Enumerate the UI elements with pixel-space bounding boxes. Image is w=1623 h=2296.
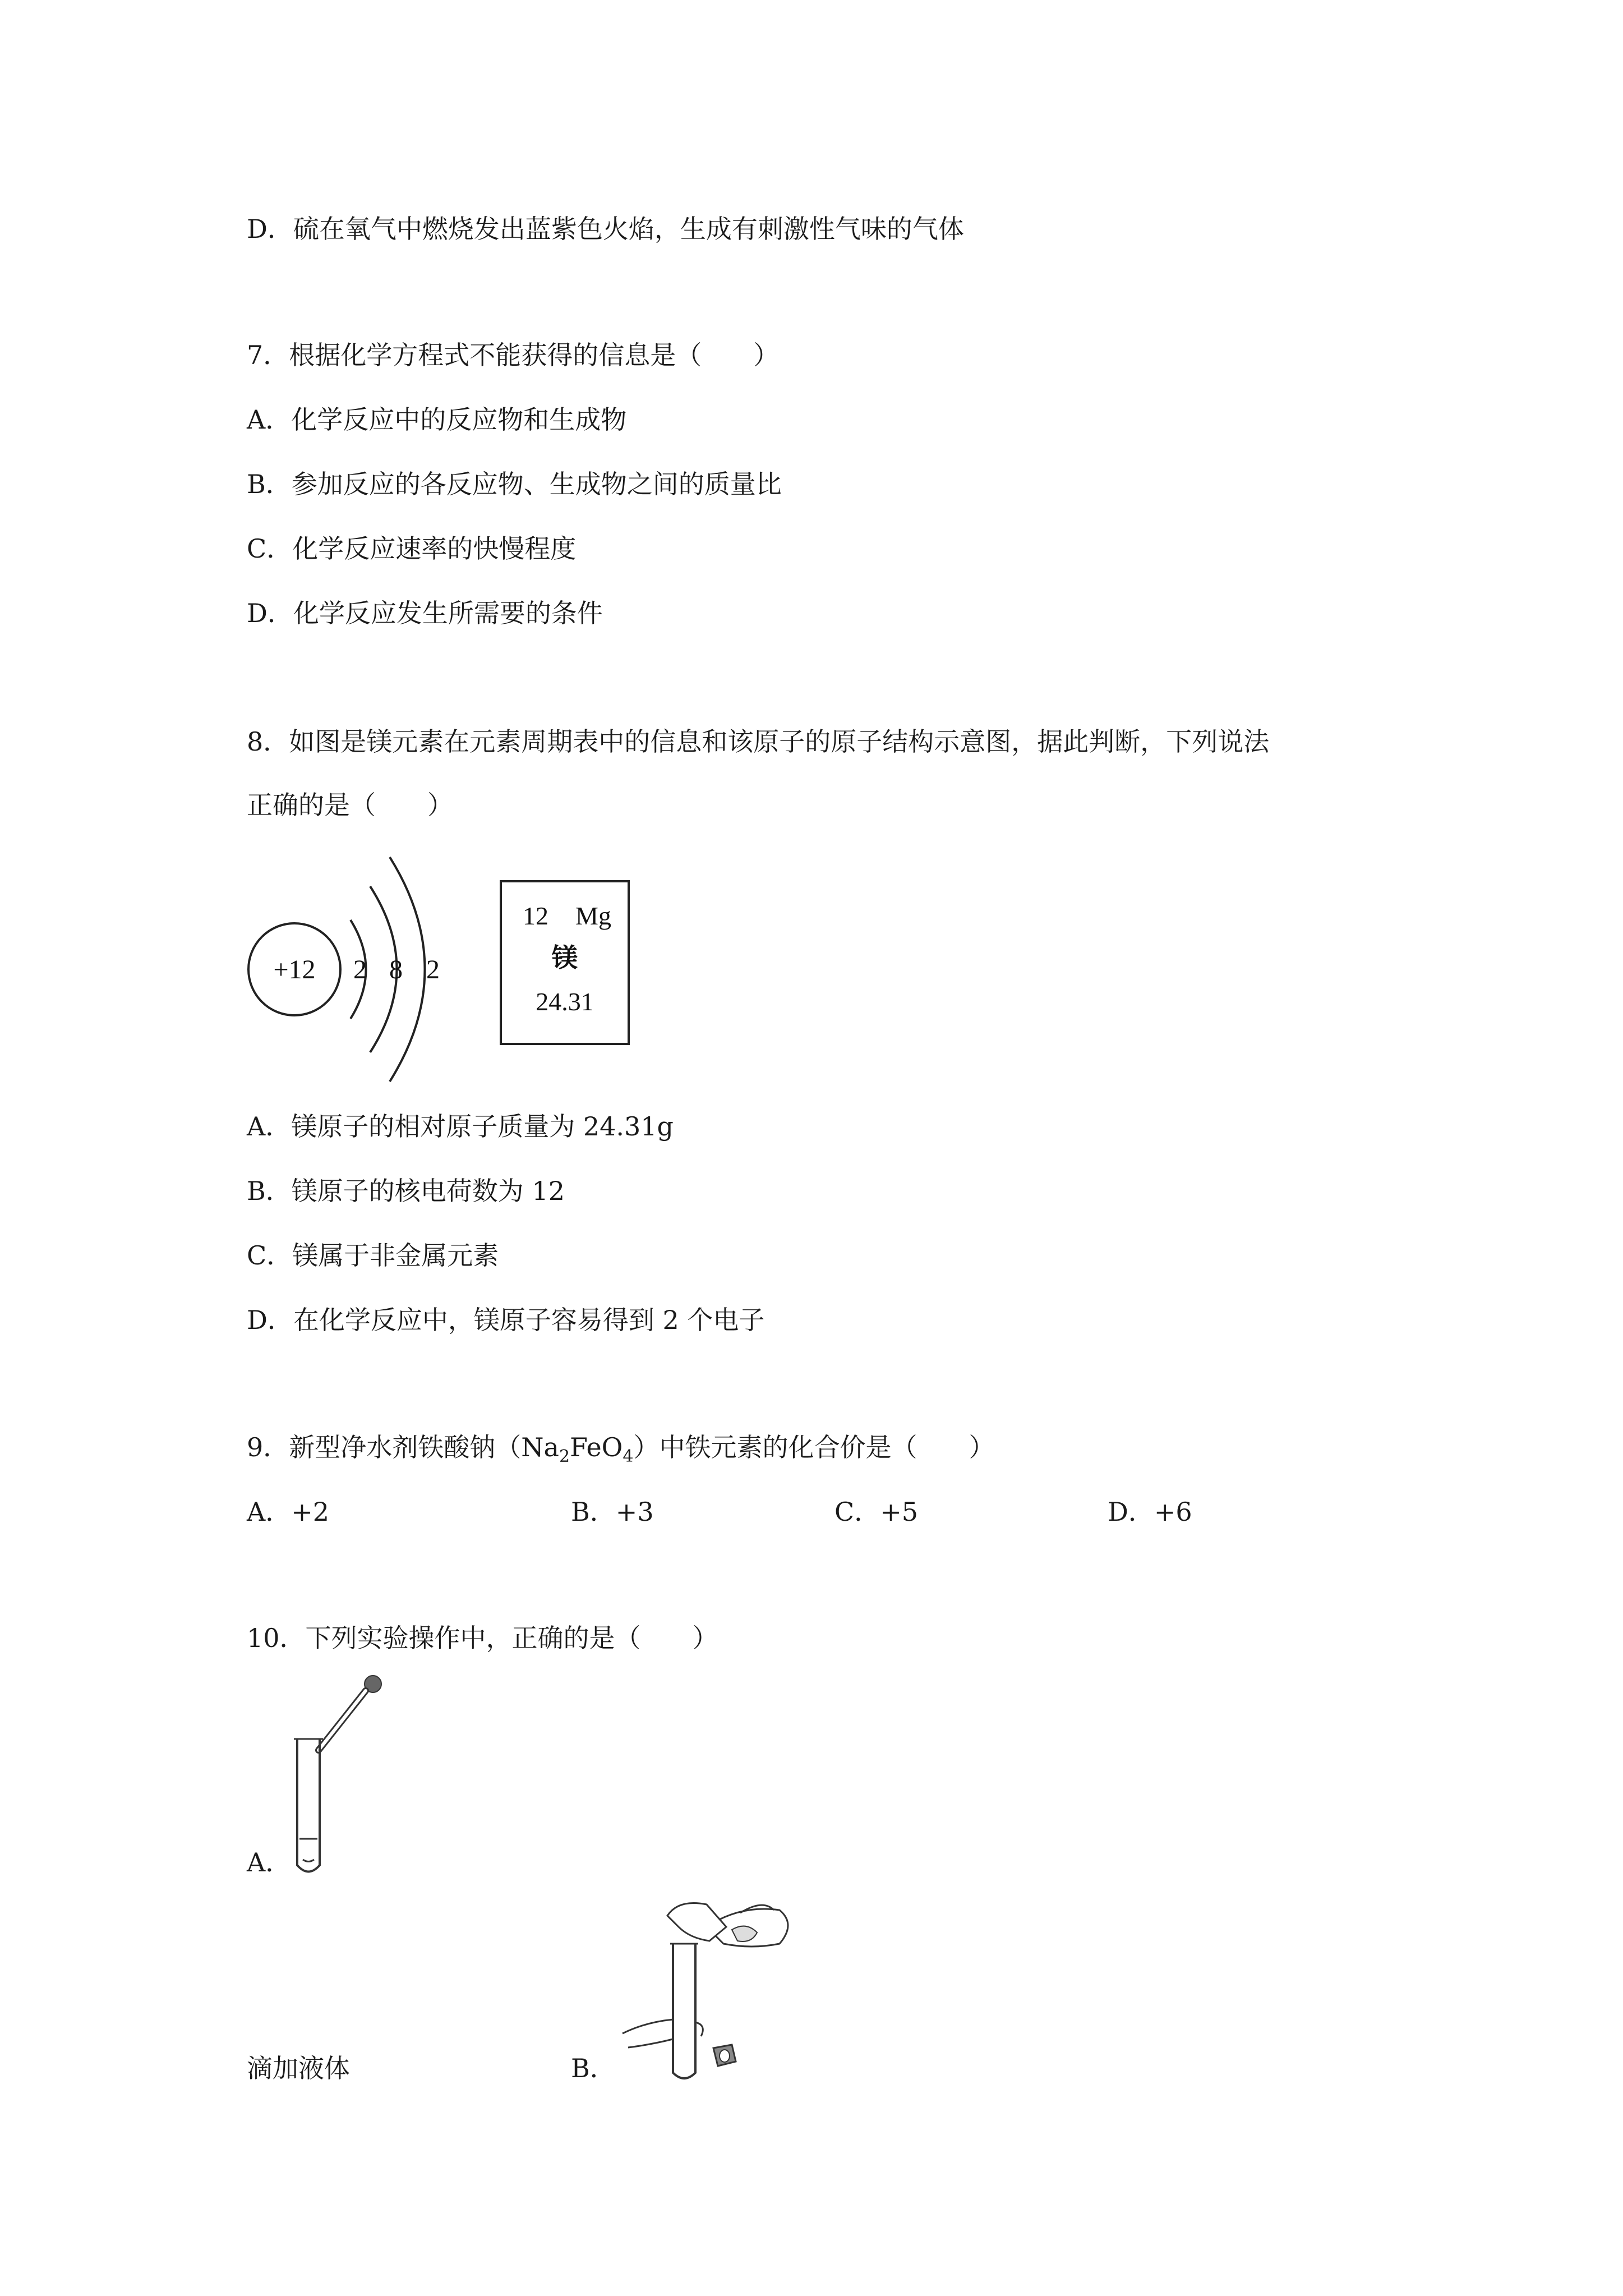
q9-option-c: C．+5	[834, 1497, 919, 1527]
q10-stem: 10．下列实验操作中，正确的是（ ）	[247, 1623, 718, 1653]
q7-option-a: A．化学反应中的反应物和生成物	[247, 404, 627, 435]
q9-stem	[247, 1430, 994, 1474]
q7-option-c: C．化学反应速率的快慢程度	[247, 533, 577, 564]
q7-option-b: B．参加反应的各反应物、生成物之间的质量比	[247, 469, 782, 499]
q8-stem-line2: 正确的是（ ）	[247, 790, 453, 820]
q8-option-d: D．在化学反应中，镁原子容易得到 2 个电子	[247, 1305, 765, 1335]
q9-subscript-o: 4	[623, 1447, 634, 1467]
q6-option-d: D．硫在氧气中燃烧发出蓝紫色火焰，生成有刺激性气味的气体	[247, 214, 964, 244]
shell-2-electrons: 8	[389, 955, 403, 984]
element-name: 镁	[552, 942, 578, 973]
q8-option-b: B．镁原子的核电荷数为 12	[247, 1176, 565, 1206]
q7-stem: 7．根据化学方程式不能获得的信息是（ ）	[247, 340, 780, 370]
q9-stem-mid: FeO	[570, 1432, 623, 1462]
element-card	[499, 880, 634, 1048]
dropper-test-tube-illustration	[286, 1672, 398, 1879]
q9-subscript-na: 2	[559, 1447, 570, 1467]
q9-stem-suffix: ）中铁元素的化合价是（ ）	[633, 1432, 995, 1462]
q10-option-a-label: A．	[247, 1847, 292, 1878]
q10-option-b-label: B．	[571, 2053, 616, 2083]
q9-option-a: A．+2	[247, 1497, 330, 1527]
q9-stem-prefix: 9．新型净水剂铁酸钠（Na	[247, 1432, 559, 1462]
q7-option-d: D．化学反应发生所需要的条件	[247, 598, 603, 628]
nucleus-charge: +12	[273, 955, 316, 984]
atomic-number: 12	[523, 901, 548, 930]
relative-atomic-mass: 24.31	[536, 987, 594, 1016]
q8-option-a: A．镁原子的相对原子质量为 24.31g	[247, 1111, 674, 1142]
q10-option-a-caption: 滴加液体	[247, 2053, 350, 2083]
q9-option-b: B．+3	[571, 1497, 654, 1527]
q8-option-c: C．镁属于非金属元素	[247, 1240, 499, 1271]
q9-option-d: D．+6	[1108, 1497, 1192, 1527]
element-symbol: Mg	[575, 901, 611, 930]
pouring-liquid-illustration	[611, 1893, 796, 2084]
shell-1-electrons: 2	[353, 955, 367, 984]
q8-stem-line1: 8．如图是镁元素在元素周期表中的信息和该原子的原子结构示意图，据此判断，下列说法	[247, 726, 1270, 757]
atom-structure-diagram	[241, 853, 454, 1088]
shell-3-electrons: 2	[426, 955, 440, 984]
